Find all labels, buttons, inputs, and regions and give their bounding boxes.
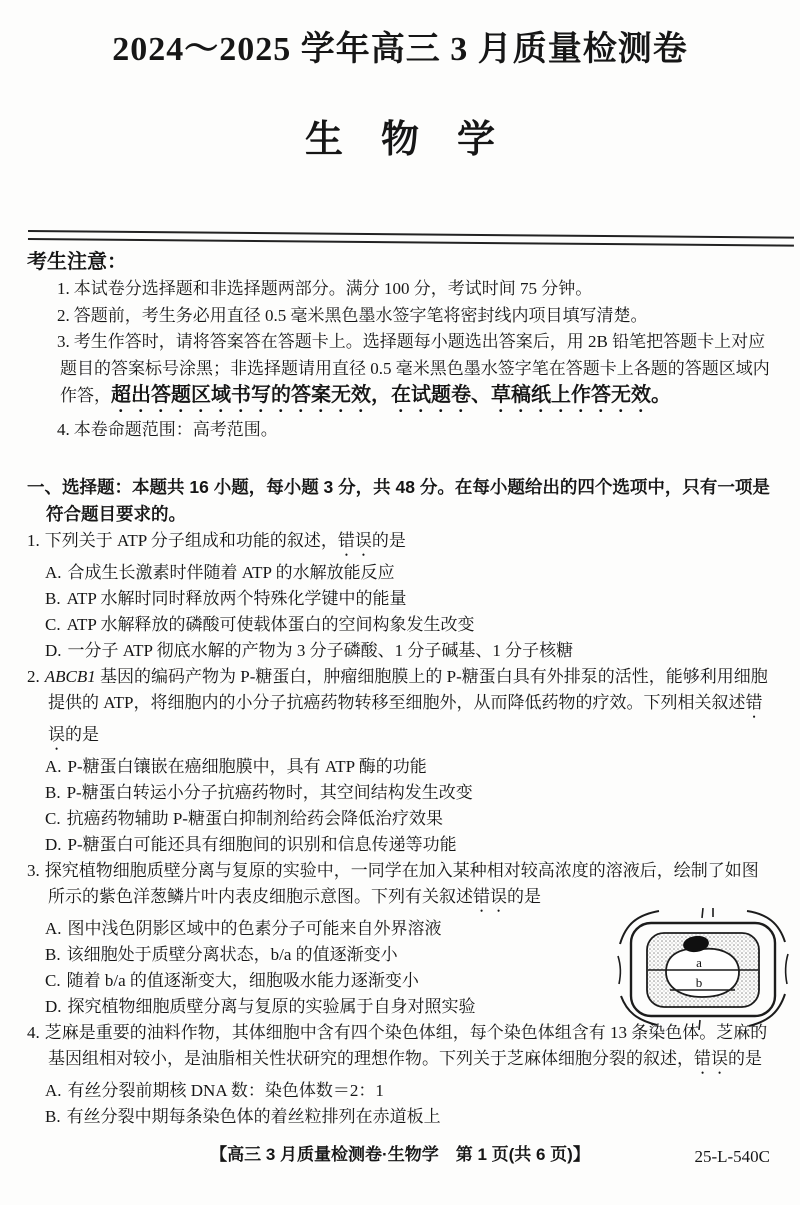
option-text: 探究植物细胞质壁分离与复原的实验属于自身对照实验 (67, 996, 476, 1016)
option-label: A. (45, 1080, 62, 1100)
notice-item-text: 本卷命题范围：高考范围。 (73, 420, 278, 439)
option-label: B. (45, 944, 61, 964)
notice-item-number: 1. (57, 279, 70, 298)
divider-double-rule (28, 230, 794, 247)
option-label: C. (45, 970, 61, 990)
stem-text: 的是 (371, 530, 406, 550)
option-text: ATP 水解释放的磷酸可使载体蛋白的空间构象发生改变 (66, 614, 475, 634)
question-3 (27, 858, 773, 1020)
footer-title-page-number: 【高三 3 月质量检测卷·生物学 第 1 页(共 6 页)】 (210, 1145, 590, 1164)
option-d (27, 638, 773, 664)
option-a (27, 560, 773, 586)
option-d (27, 832, 773, 858)
stem-emphasis: 错误 (48, 692, 763, 744)
stem-text: 探究植物细胞质壁分离与复原的实验中，一同学在加入某种相对较高浓度的溶液后，绘制了如图所示的紫色洋葱鳞片叶内表皮细胞示意图。下列有关叙述 (44, 860, 759, 906)
question-2 (27, 664, 773, 858)
question-stem (27, 528, 773, 560)
stem-text: 下列关于 ATP 分子组成和功能的叙述， (44, 530, 338, 550)
notice-item-1 (27, 276, 773, 303)
stem-emphasis: 错误 (337, 530, 372, 550)
option-a (27, 754, 773, 780)
stem-text: 芝麻是重要的油料作物，其体细胞中含有四个染色体组，每个染色体组含有 13 条染色体。芝麻的基因组相对较小，是油脂相关性状研究的理想作物。下列关于芝麻体细胞分裂的叙述， (44, 1022, 768, 1068)
option-label: D. (45, 996, 62, 1016)
option-label: A. (45, 918, 62, 938)
question-stem (27, 664, 773, 754)
plasmolyzed-cell-diagram (617, 908, 789, 1030)
option-text: 该细胞处于质壁分离状态，b/a 的值逐渐变小 (66, 944, 398, 964)
option-b (27, 780, 773, 806)
stem-text: 的是 (507, 886, 541, 906)
option-b (27, 1104, 773, 1130)
figure-label-b: b (695, 974, 703, 990)
gene-name-italic: ABCB1 (44, 666, 96, 686)
option-text: 随着 b/a 的值逐渐变大，细胞吸水能力逐渐变小 (66, 970, 419, 990)
stem-text: 基因的编码产物为 P-糖蛋白，肿瘤细胞膜上的 P-糖蛋白具有外排泵的活性，能够利用细胞提供的 ATP，将细胞内的小分子抗癌药物转移至细胞外，从而降低药物的疗效。下列相关叙述 (48, 666, 768, 712)
option-c (27, 968, 615, 994)
options-list (27, 1078, 773, 1130)
option-label: D. (45, 640, 62, 660)
notice-item-3 (27, 329, 773, 417)
notice-item-text: 本试卷分选择题和非选择题两部分。满分 100 分，考试时间 75 分钟。 (73, 279, 593, 298)
notice-item-number: 2. (57, 305, 70, 325)
option-c (27, 612, 773, 638)
subject-title: 生 物 学 (304, 119, 495, 161)
question-stem (27, 1020, 773, 1078)
option-a (27, 916, 615, 942)
question-number: 1. (27, 530, 40, 550)
section-label: 一、选择题： (27, 476, 132, 497)
notice-item-text: 考生作答时，请将答案答在答题卡上。选择题每小题选出答案后，用 2B 铅笔把答题卡上对应题目的答案标号涂黑；非选择题请用直径 0.5 毫米黑色墨水签字笔在答题卡上各题的答题区域内作答， (60, 332, 770, 405)
option-b (27, 942, 615, 968)
options-list (27, 560, 773, 664)
question-number: 2. (27, 666, 40, 686)
question-4 (27, 1020, 773, 1130)
notice-heading: 考生注意： (27, 251, 127, 273)
figure-label-a: a (696, 954, 702, 970)
stem-text: 的是 (65, 724, 99, 744)
option-label: C. (45, 614, 61, 634)
option-label: B. (45, 1106, 61, 1126)
options-list (27, 754, 773, 858)
option-label: B. (45, 782, 61, 802)
notice-item-4 (27, 417, 773, 444)
stem-emphasis: 错误 (473, 886, 507, 906)
paper-code: 25-L-540C (694, 1147, 770, 1166)
candidate-notice (27, 248, 773, 444)
option-text: P-糖蛋白镶嵌在癌细胞膜中，具有 ATP 酶的功能 (67, 756, 427, 776)
option-label: A. (45, 756, 62, 776)
option-text: 有丝分裂中期每条染色体的着丝粒排列在赤道板上 (66, 1106, 441, 1126)
question-number: 4. (27, 1022, 40, 1042)
option-label: D. (45, 834, 62, 854)
option-label: C. (45, 808, 61, 828)
option-d (27, 994, 615, 1020)
section-desc: 本题共 16 小题，每小题 3 分，共 48 分。在每小题给出的四个选项中，只有一项是符合题目要求的。 (46, 476, 770, 524)
page-content (0, 248, 800, 1130)
option-label: B. (45, 588, 61, 608)
notice-emphasis-text: 超出答题区域书写的答案无效，在试题卷、草稿纸上作答无效。 (111, 384, 671, 406)
notice-item-number: 3. (57, 332, 70, 351)
option-b (27, 586, 773, 612)
notice-item-2 (27, 303, 773, 330)
option-c (27, 806, 773, 832)
option-text: 图中浅色阴影区域中的色素分子可能来自外界溶液 (67, 918, 442, 938)
question-number: 3. (27, 860, 40, 880)
stem-emphasis: 错误 (694, 1048, 728, 1068)
option-text: P-糖蛋白可能还具有细胞间的识别和信息传递等功能 (67, 834, 457, 854)
page-footer (0, 1142, 800, 1168)
option-text: 抗癌药物辅助 P-糖蛋白抑制剂给药会降低治疗效果 (66, 808, 443, 828)
notice-item-number: 4. (57, 420, 70, 439)
option-label: A. (45, 562, 62, 582)
exam-title: 2024～2025 学年高三 3 月质量检测卷 (112, 31, 688, 68)
stem-text: 的是 (728, 1048, 762, 1068)
option-a (27, 1078, 773, 1104)
option-text: P-糖蛋白转运小分子抗癌药物时，其空间结构发生改变 (66, 782, 473, 802)
option-text: 有丝分裂前期核 DNA 数：染色体数＝2：1 (67, 1080, 384, 1100)
notice-item-text: 答题前，考生务必用直径 0.5 毫米黑色墨水签字笔将密封线内项目填写清楚。 (73, 305, 648, 325)
section-heading-choice (27, 474, 773, 528)
option-text: 一分子 ATP 彻底水解的产物为 3 分子磷酸、1 分子碱基、1 分子核糖 (67, 640, 574, 660)
option-text: 合成生长激素时伴随着 ATP 的水解放能反应 (67, 562, 395, 582)
option-text: ATP 水解时同时释放两个特殊化学键中的能量 (66, 588, 407, 608)
question-1 (27, 528, 773, 664)
